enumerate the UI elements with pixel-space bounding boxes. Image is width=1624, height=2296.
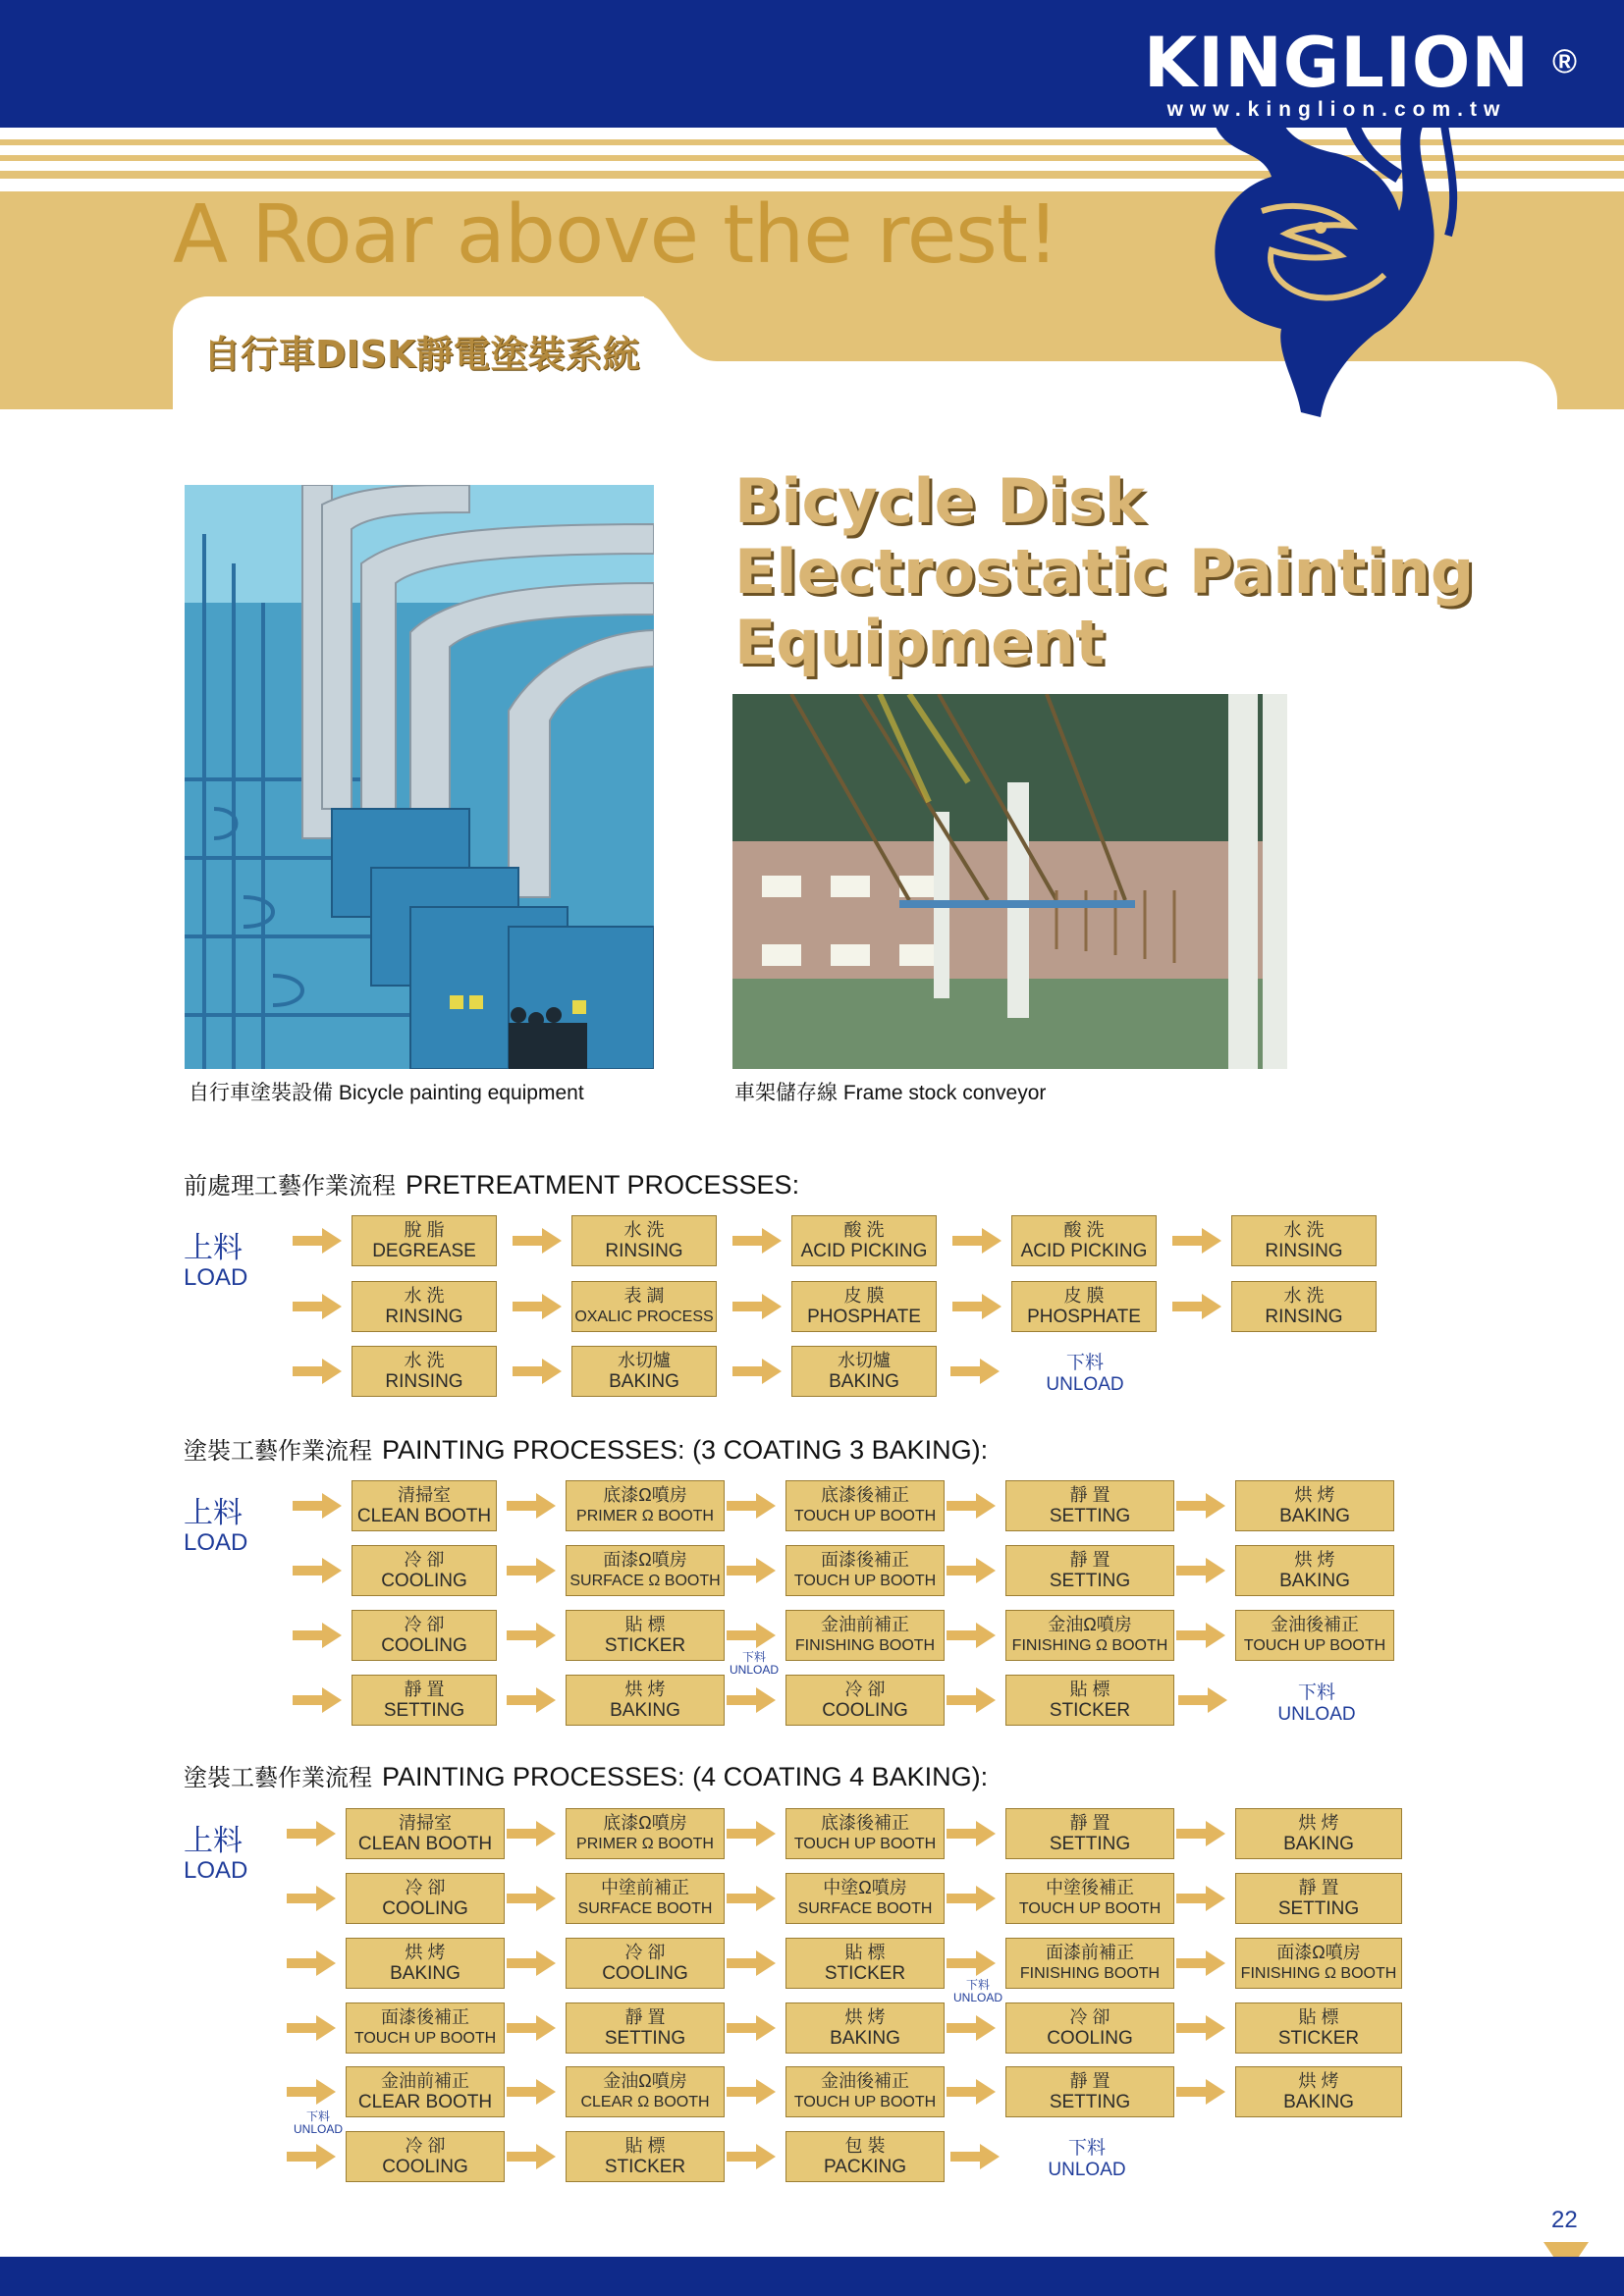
process-step-box [566,2066,725,2117]
flow-arrow-icon [727,1886,776,1911]
photo-frame-stock-conveyor [732,694,1287,1069]
process-step-box [346,2002,505,2054]
process-step-cn: 水 洗 [404,1351,445,1370]
process-step-box [346,2066,505,2117]
flow-arrow-icon [952,1228,1001,1254]
flow-arrow-icon [732,1228,782,1254]
process-step-en: TOUCH UP BOOTH [793,1573,937,1589]
process-step-en: COOLING [602,1963,688,1984]
process-step-cn: 冷 卻 [404,1550,445,1570]
flow-arrow-icon [727,2015,776,2041]
process-step-box [791,1281,937,1332]
process-step-box [571,1346,717,1397]
process-step-en: DEGREASE [372,1241,476,1261]
process-step-cn: 烘 烤 [405,1943,446,1962]
process-step-cn: 水 洗 [1283,1286,1325,1306]
process-step-cn: 靜 置 [1069,2071,1110,2091]
process-step-en: SURFACE BOOTH [577,1900,713,1917]
flow-arrow-icon [507,1558,556,1583]
flow-arrow-icon [950,2144,1000,2169]
process-step-box [785,2131,945,2182]
process-step-box [566,1480,725,1531]
process-step-en: COOLING [382,2157,468,2177]
process-step-en: CLEAN BOOTH [357,1834,493,1854]
process-step-en: TOUCH UP BOOTH [793,1836,937,1852]
flow-arrow-icon [293,1493,342,1519]
process-step-en: SETTING [383,1700,465,1721]
tab-curve [638,296,717,365]
process-step-box [785,1545,945,1596]
flow-arrow-icon [287,2079,336,2105]
bottom-banner [0,2257,1624,2296]
process-step-cn: 金油Ω噴房 [1048,1615,1132,1634]
process-step-en: PHOSPHATE [1027,1307,1141,1327]
flow-arrow-icon [727,1558,776,1583]
process-step-cn: 面漆後補正 [381,2007,469,2027]
process-step-box [571,1281,717,1332]
flow-arrow-icon [293,1623,342,1648]
page-number: 22 [1551,2207,1578,2233]
process-step-box [785,2066,945,2117]
process-step-cn: 烘 烤 [1294,1550,1335,1570]
process-step-en: RINSING [1265,1307,1343,1327]
load-label [184,1826,247,1885]
process-step-en: SETTING [1277,1898,1360,1919]
process-step-cn: 中塗前補正 [601,1878,689,1897]
flow-arrow-icon [1176,1821,1225,1846]
unload-branch-en: UNLOAD [952,1991,1002,2004]
flow-arrow-icon [947,1821,996,1846]
process-step-box [1005,2066,1174,2117]
flow-arrow-icon [947,1687,996,1713]
flow-arrow-icon [947,1558,996,1583]
flow-arrow-icon [1176,2079,1225,2105]
process-step-cn: 冷 卻 [405,1878,446,1897]
process-step-en: RINSING [385,1371,463,1392]
brand-name: KINGLION [1143,23,1530,103]
flow-arrow-icon [513,1359,562,1384]
flow-arrow-icon [293,1558,342,1583]
registered-mark: ® [1551,43,1577,80]
process-step-en: STICKER [604,2157,686,2177]
process-step-en: SETTING [1049,2092,1131,2112]
process-step-cn: 金油後補正 [821,2071,909,2091]
process-step-en: SURFACE BOOTH [797,1900,933,1917]
process-step-cn: 清掃室 [399,1813,452,1833]
process-step-en: ACID PICKING [800,1241,928,1261]
process-step-cn: 底漆Ω噴房 [603,1813,687,1833]
process-step-en: PACKING [823,2157,907,2177]
process-step-en: SETTING [1049,1571,1131,1591]
process-step-en: CLEAR BOOTH [357,2092,493,2112]
process-step-cn: 烘 烤 [624,1680,666,1699]
process-step-cn: 冷 卻 [624,1943,666,1962]
process-step-box [785,1610,945,1661]
flow-arrow-icon [732,1294,782,1319]
process-step-box [566,1808,725,1859]
process-step-box [352,1480,497,1531]
flow-arrow-icon [507,2144,556,2169]
process-step-en: SETTING [604,2028,686,2049]
process-step-box [571,1215,717,1266]
page-title-cn: 自行車DISK靜電塗裝系統 [203,333,640,376]
process-step-box [566,1938,725,1989]
process-step-box [1231,1215,1377,1266]
process-step-cn: 脫 脂 [404,1220,445,1240]
unload-branch-cn: 下料 [965,1978,990,1992]
process-step-box [1231,1281,1377,1332]
load-label-cn: 上料 [184,1232,243,1264]
process-step-en: COOLING [822,1700,908,1721]
flow-arrow-icon [727,2144,776,2169]
process-step-box [566,2002,725,2054]
process-step-en: RINSING [605,1241,683,1261]
flow-arrow-icon [727,1623,776,1648]
process-step-cn: 金油前補正 [381,2071,469,2091]
process-step-box [1235,1808,1402,1859]
flow-arrow-icon [507,1687,556,1713]
process-step-cn: 皮 膜 [1063,1286,1105,1306]
flow-arrow-icon [507,1623,556,1648]
main-title-line: Bicycle Disk [734,465,1146,537]
unload-label-en: UNLOAD [1277,1704,1356,1725]
process-step-box [785,1675,945,1726]
process-step-box [785,1480,945,1531]
process-step-box [1235,1480,1394,1531]
flow-arrow-icon [287,2015,336,2041]
process-step-cn: 中塗Ω噴房 [823,1878,907,1897]
process-step-en: SETTING [1049,1834,1131,1854]
process-step-cn: 烘 烤 [1298,2071,1339,2091]
process-step-box [346,1873,505,1924]
unload-label-cn: 下料 [1065,1353,1104,1373]
process-step-en: PRIMER Ω BOOTH [576,1508,714,1524]
process-step-en: CLEAN BOOTH [356,1506,492,1526]
process-step-en: BAKING [390,1963,460,1984]
flow-arrow-icon [287,1950,336,1976]
process-step-cn: 水 洗 [623,1220,665,1240]
process-step-en: ACID PICKING [1020,1241,1148,1261]
section-heading-en: PRETREATMENT PROCESSES: [406,1170,800,1200]
process-step-en: COOLING [382,1898,468,1919]
process-step-box [1005,1675,1174,1726]
process-step-en: BAKING [609,1371,679,1392]
process-step-en: FINISHING Ω BOOTH [1011,1637,1168,1654]
process-step-box [1011,1215,1157,1266]
process-step-en: SETTING [1049,1506,1131,1526]
load-label-en: LOAD [184,1264,248,1291]
process-step-cn: 貼 標 [1069,1680,1110,1699]
process-step-en: PHOSPHATE [807,1307,921,1327]
flow-arrow-icon [507,2079,556,2105]
process-step-en: TOUCH UP BOOTH [793,2094,937,2110]
process-step-en: STICKER [1049,1700,1131,1721]
process-step-en: TOUCH UP BOOTH [353,2030,497,2047]
brand-logo[interactable] [1143,23,1577,122]
process-step-en: FINISHING BOOTH [1019,1965,1161,1982]
process-step-cn: 面漆Ω噴房 [1276,1943,1361,1962]
process-step-box [1235,2066,1402,2117]
process-step-cn: 貼 標 [624,2136,666,2156]
process-step-box [791,1346,937,1397]
flow-arrow-icon [293,1294,342,1319]
process-step-cn: 烘 烤 [1294,1485,1335,1505]
section-heading-en: PAINTING PROCESSES: (4 COATING 4 BAKING): [382,1762,989,1791]
flow-arrow-icon [947,1623,996,1648]
photo-caption: 車架儲存線 Frame stock conveyor [734,1082,1047,1104]
section-heading-cn: 前處理工藝作業流程 [184,1173,396,1200]
main-title-line: Electrostatic Painting [734,536,1475,608]
process-step-box [1005,1480,1174,1531]
unload-label-cn: 下料 [1067,2138,1106,2159]
load-label-cn: 上料 [184,1825,243,1857]
flow-arrow-icon [732,1359,782,1384]
photo-painting-equipment [185,485,654,1069]
flow-arrow-icon [507,1821,556,1846]
process-step-box [566,1675,725,1726]
lion-logo-icon [1203,118,1468,417]
flow-arrow-icon [1172,1294,1221,1319]
process-step-cn: 底漆後補正 [821,1485,909,1505]
process-step-cn: 水 洗 [1283,1220,1325,1240]
load-label-cn: 上料 [184,1497,243,1529]
process-step-box [566,1545,725,1596]
process-step-cn: 金油前補正 [821,1615,909,1634]
process-step-cn: 面漆後補正 [821,1550,909,1570]
process-step-box [785,1873,945,1924]
flow-arrow-icon [947,1493,996,1519]
flow-arrow-icon [1176,1623,1225,1648]
process-step-box [346,1938,505,1989]
flow-arrow-icon [952,1294,1001,1319]
section-heading-en: PAINTING PROCESSES: (3 COATING 3 BAKING): [382,1435,989,1465]
process-step-en: FINISHING BOOTH [794,1637,936,1654]
process-step-cn: 皮 膜 [843,1286,885,1306]
process-step-en: OXALIC PROCESS [574,1308,714,1325]
process-step-box [791,1215,937,1266]
process-step-box [1235,1610,1394,1661]
flow-arrow-icon [1176,1950,1225,1976]
process-step-cn: 中塗後補正 [1046,1878,1134,1897]
slogan: A Roar above the rest! [173,188,1058,282]
flow-arrow-icon [727,1687,776,1713]
process-step-en: TOUCH UP BOOTH [1018,1900,1162,1917]
main-title-line: Equipment [734,607,1105,678]
process-step-box [785,1938,945,1989]
process-step-box [1235,1873,1402,1924]
process-step-box [566,1873,725,1924]
flow-arrow-icon [727,1821,776,1846]
process-step-en: STICKER [604,1635,686,1656]
unload-label-en: UNLOAD [1046,1374,1124,1395]
process-step-box [785,2002,945,2054]
process-step-cn: 酸 洗 [1063,1220,1105,1240]
process-step-box [352,1346,497,1397]
process-step-en: STICKER [824,1963,906,1984]
flow-arrow-icon [947,2079,996,2105]
process-step-box [352,1675,497,1726]
unload-label [1263,1682,1371,1726]
process-step-en: COOLING [1047,2028,1133,2049]
flow-arrow-icon [293,1359,342,1384]
process-step-box [785,1808,945,1859]
unload-branch-cn: 下料 [741,1650,766,1664]
process-step-box [352,1610,497,1661]
process-step-box [352,1281,497,1332]
process-step-cn: 包 裝 [844,2136,886,2156]
process-step-cn: 水切爐 [838,1351,891,1370]
process-step-box [1005,1808,1174,1859]
process-step-en: COOLING [381,1571,467,1591]
section-heading [184,1166,799,1201]
process-step-cn: 靜 置 [1298,1878,1339,1897]
process-step-en: BAKING [1279,1571,1350,1591]
process-step-cn: 水切爐 [618,1351,671,1370]
flow-arrow-icon [507,1493,556,1519]
process-step-cn: 靜 置 [624,2007,666,2027]
flow-arrow-icon [727,1493,776,1519]
main-title [734,466,1474,678]
process-step-box [1005,1873,1174,1924]
process-step-en: BAKING [610,1700,680,1721]
section-heading-cn: 塗裝工藝作業流程 [184,1438,372,1465]
flow-arrow-icon [1176,1493,1225,1519]
process-step-cn: 金油Ω噴房 [603,2071,687,2091]
flow-arrow-icon [287,1821,336,1846]
process-step-box [352,1215,497,1266]
unload-branch-label [950,1979,1005,2004]
process-step-en: SURFACE Ω BOOTH [569,1573,721,1589]
process-step-cn: 冷 卻 [405,2136,446,2156]
load-label-en: LOAD [184,1857,248,1884]
flow-arrow-icon [287,2144,336,2169]
process-step-en: CLEAR Ω BOOTH [580,2094,710,2110]
process-step-cn: 冷 卻 [404,1615,445,1634]
flow-arrow-icon [727,1950,776,1976]
flow-arrow-icon [507,1950,556,1976]
process-step-cn: 貼 標 [624,1615,666,1634]
process-step-box [1005,2002,1174,2054]
unload-branch-cn: 下料 [305,2109,330,2123]
process-step-cn: 金油後補正 [1271,1615,1359,1634]
process-step-en: TOUCH UP BOOTH [1243,1637,1386,1654]
flow-arrow-icon [950,1359,1000,1384]
flow-arrow-icon [947,1950,996,1976]
process-step-en: RINSING [1265,1241,1343,1261]
flow-arrow-icon [287,1886,336,1911]
load-label-en: LOAD [184,1529,248,1556]
process-step-box [346,1808,505,1859]
process-step-cn: 靜 置 [404,1680,445,1699]
process-step-box [1005,1610,1174,1661]
flow-arrow-icon [947,2015,996,2041]
process-step-cn: 冷 卻 [1069,2007,1110,2027]
section-heading [184,1758,988,1792]
photo-caption: 自行車塗裝設備 Bicycle painting equipment [189,1082,584,1104]
process-step-cn: 貼 標 [844,1943,886,1962]
process-step-en: BAKING [829,1371,899,1392]
unload-branch-label [727,1651,782,1677]
process-step-box [1011,1281,1157,1332]
unload-label [1033,2138,1141,2181]
process-step-en: BAKING [1283,1834,1354,1854]
process-step-cn: 清掃室 [398,1485,451,1505]
process-step-cn: 面漆前補正 [1046,1943,1134,1962]
process-step-box [1235,1545,1394,1596]
process-step-cn: 靜 置 [1069,1550,1110,1570]
process-step-cn: 烘 烤 [1298,1813,1339,1833]
flow-arrow-icon [1178,1687,1227,1713]
process-step-en: RINSING [385,1307,463,1327]
unload-branch-en: UNLOAD [293,2122,343,2136]
flow-arrow-icon [1176,1558,1225,1583]
process-step-cn: 底漆後補正 [821,1813,909,1833]
process-step-en: BAKING [1283,2092,1354,2112]
section-heading [184,1431,988,1466]
process-step-cn: 面漆Ω噴房 [603,1550,687,1570]
load-label [184,1233,247,1292]
flow-arrow-icon [507,1886,556,1911]
process-step-cn: 烘 烤 [844,2007,886,2027]
unload-label-cn: 下料 [1297,1682,1335,1703]
process-step-box [352,1545,497,1596]
process-step-en: PRIMER Ω BOOTH [576,1836,714,1852]
process-step-cn: 貼 標 [1298,2007,1339,2027]
load-label [184,1498,247,1557]
process-step-en: TOUCH UP BOOTH [793,1508,937,1524]
process-step-box [1235,2002,1402,2054]
process-step-cn: 酸 洗 [843,1220,885,1240]
flow-arrow-icon [947,1886,996,1911]
flow-arrow-icon [1176,1886,1225,1911]
process-step-cn: 靜 置 [1069,1485,1110,1505]
process-step-en: COOLING [381,1635,467,1656]
section-heading-cn: 塗裝工藝作業流程 [184,1765,372,1791]
process-step-en: FINISHING Ω BOOTH [1240,1965,1397,1982]
unload-label [1031,1353,1139,1396]
unload-branch-en: UNLOAD [729,1663,779,1677]
process-step-box [346,2131,505,2182]
unload-branch-label [291,2110,346,2136]
process-step-en: STICKER [1277,2028,1360,2049]
flow-arrow-icon [513,1294,562,1319]
process-step-en: BAKING [1279,1506,1350,1526]
flow-arrow-icon [293,1687,342,1713]
flow-arrow-icon [507,2015,556,2041]
brand-url[interactable]: www.kinglion.com.tw [1166,98,1507,121]
process-step-cn: 靜 置 [1069,1813,1110,1833]
flow-arrow-icon [293,1228,342,1254]
process-step-box [566,2131,725,2182]
process-step-box [1235,1938,1402,1989]
process-step-cn: 水 洗 [404,1286,445,1306]
process-step-cn: 冷 卻 [844,1680,886,1699]
unload-label-en: UNLOAD [1048,2160,1126,2180]
flow-arrow-icon [1176,2015,1225,2041]
process-step-cn: 表 調 [623,1286,665,1306]
flow-arrow-icon [1172,1228,1221,1254]
flow-arrow-icon [727,2079,776,2105]
flow-arrow-icon [513,1228,562,1254]
process-step-box [1005,1938,1174,1989]
process-step-box [1005,1545,1174,1596]
process-step-cn: 底漆Ω噴房 [603,1485,687,1505]
process-step-box [566,1610,725,1661]
process-step-en: BAKING [830,2028,900,2049]
